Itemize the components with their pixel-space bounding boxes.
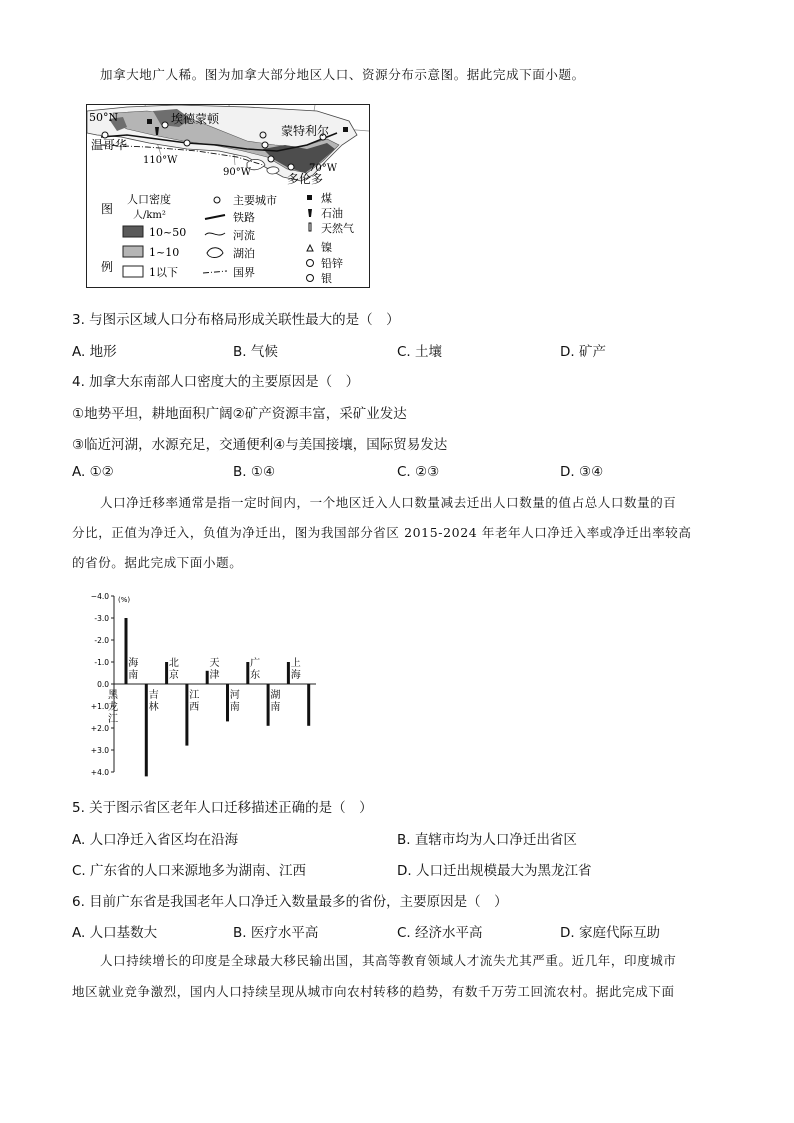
legend-coal-label: 煤 [321,192,332,205]
legend-nickel-label: 镍 [321,241,332,254]
migration-bar-chart-svg [76,590,326,782]
chart-y-tick-label: -1.0 [94,658,109,667]
legend-gas-icon [309,223,311,231]
q3-option-a: A. 地形 [72,344,117,360]
legend-border-label: 国界 [233,266,255,279]
lat-50-label: 50°N [89,111,119,124]
q3-option-d: D. 矿产 [560,344,606,360]
canada-map-svg [87,105,369,287]
q4-statement-line-1: ①地势平坦，耕地面积广阔②矿产资源丰富，采矿业发达 [72,406,407,422]
intro-paragraph-2-line-2: 分比，正值为净迁入，负值为净迁出，图为我国部分省区 2015-2024 年老年人口净迁入率或净迁出率较高 [72,525,692,540]
lon-90-label: 90°W [223,167,252,178]
legend-city-label: 主要城市 [233,194,277,207]
chart-category-label: 吉 [148,690,159,701]
migration-bar-chart [76,590,326,786]
city-marker [162,122,168,128]
legend-coal-icon [307,195,312,200]
chart-y-tick-label: +2.0 [90,724,109,733]
density-swatch-medium [123,246,143,257]
legend-river-label: 河流 [233,229,255,242]
legend-river-icon [205,233,225,235]
q4-option-d: D. ③④ [560,464,604,480]
density-swatch-high [123,226,143,237]
lon-70-label: 70°W [309,163,338,174]
chart-category-label: 南 [270,702,281,713]
legend-railway-icon [205,215,225,219]
q4-option-c: C. ②③ [397,464,440,480]
chart-category-label: 京 [168,670,179,681]
q6-option-c: C. 经济水平高 [397,925,483,941]
q4-option-b: B. ①④ [233,464,276,480]
lon-110-label: 110°W [143,155,178,166]
lead-zinc-marker [262,142,268,148]
chart-category-label: 湖 [270,690,281,701]
legend-railway-label: 铁路 [233,211,255,224]
coal-marker [343,127,348,132]
q6-option-d: D. 家庭代际互助 [560,925,660,941]
density-item-low: 1以下 [149,266,178,279]
chart-category-label: 北 [168,658,179,669]
legend-lead-zinc-label: 铅锌 [321,257,343,270]
vancouver-label: 温哥华 [91,138,128,152]
density-legend-unit: 人/km² [133,210,166,221]
chart-category-label: 西 [189,702,200,713]
q4-statement-line-2: ③临近河湖，水源充足，交通便利④与美国接壤，国际贸易发达 [72,437,448,453]
chart-category-label: 江 [108,714,118,725]
legend-nickel-icon [307,245,313,251]
chart-category-label: 津 [209,670,220,681]
q4-option-a: A. ①② [72,464,114,480]
montreal-label: 蒙特利尔 [281,124,330,138]
chart-category-label: 天 [209,658,220,669]
chart-category-label: 上 [290,658,301,669]
legend-oil-icon [308,209,312,217]
toronto-label: 多伦多 [287,172,324,186]
legend-title-char-2: 例 [101,260,114,274]
legend-title-char-1: 图 [101,202,114,216]
q6-stem: 6. 目前广东省是我国老年人口净迁入数量最多的省份，主要原因是（ ） [72,894,508,910]
q6-option-a: A. 人口基数大 [72,925,158,941]
chart-y-tick-label: +3.0 [90,746,109,755]
canada-map-figure [86,104,370,288]
legend-lake-icon [207,248,223,258]
q5-option-a: A. 人口净迁入省区均在沿海 [72,832,239,848]
legend-gas-label: 天然气 [321,222,354,235]
chart-category-label: 海 [128,658,139,669]
legend-silver-icon [307,275,314,282]
chart-category-label: 江 [189,690,200,701]
q5-option-c: C. 广东省的人口来源地多为湖南、江西 [72,863,307,879]
chart-category-label: 黑 [108,690,118,701]
chart-category-label: 南 [229,702,240,713]
lake-shape-2 [267,167,279,174]
intro-paragraph-1: 加拿大地广人稀。图为加拿大部分地区人口、资源分布示意图。据此完成下面小题。 [100,67,585,82]
q5-stem: 5. 关于图示省区老年人口迁移描述正确的是（ ） [72,800,373,816]
q4-stem: 4. 加拿大东南部人口密度大的主要原因是（ ） [72,374,360,390]
chart-unit-label: (%) [118,596,131,604]
legend-border-icon [203,271,227,273]
density-item-medium: 1~10 [149,246,180,259]
chart-y-tick-label: -3.0 [94,614,109,623]
q3-option-c: C. 土壤 [397,344,443,360]
city-marker [288,164,294,170]
chart-y-tick-label: +1.0 [90,702,109,711]
chart-category-label: 林 [148,702,159,713]
legend-lake-label: 湖泊 [233,247,255,260]
chart-y-tick-label: −4.0 [90,592,109,601]
q6-option-b: B. 医疗水平高 [233,925,319,941]
intro-paragraph-3-line-2: 地区就业竞争激烈，国内人口持续呈现从城市向农村转移的趋势，有数千万劳工回流农村。据此完成下面 [72,984,675,999]
legend-oil-label: 石油 [321,207,343,220]
intro-paragraph-2-line-1: 人口净迁移率通常是指一定时间内，一个地区迁入人口数量减去迁出人口数量的值占总人口数量的百 [100,495,677,510]
legend-silver-label: 银 [321,272,332,285]
chart-category-label: 海 [290,670,301,681]
legend-lead-zinc-icon [307,260,314,267]
intro-paragraph-3-line-1: 人口持续增长的印度是全球最大移民输出国，其高等教育领域人才流失尤其严重。近几年，印度城市 [100,953,677,968]
chart-y-tick-label: 0.0 [97,680,109,689]
coal-marker [147,119,152,124]
chart-y-tick-label: -2.0 [94,636,109,645]
city-marker [268,156,274,162]
q5-option-b: B. 直辖市均为人口净迁出省区 [397,832,577,848]
density-legend-title: 人口密度 [127,193,171,206]
legend-city-icon [214,197,220,203]
q5-option-d: D. 人口迁出规模最大为黑龙江省 [397,863,592,879]
intro-paragraph-2-line-3: 的省份。据此完成下面小题。 [72,555,243,570]
city-marker [184,140,190,146]
chart-category-label: 东 [250,670,261,681]
chart-category-label: 龙 [108,702,118,713]
chart-category-label: 南 [128,670,139,681]
density-swatch-low [123,266,143,277]
q3-stem: 3. 与图示区域人口分布格局形成关联性最大的是（ ） [72,312,400,328]
chart-category-label: 广 [250,658,261,669]
q3-option-b: B. 气候 [233,344,278,360]
density-item-high: 10~50 [149,226,187,239]
chart-y-tick-label: +4.0 [90,768,109,777]
edmonton-label: 埃德蒙顿 [171,112,220,126]
chart-category-label: 河 [229,690,240,701]
